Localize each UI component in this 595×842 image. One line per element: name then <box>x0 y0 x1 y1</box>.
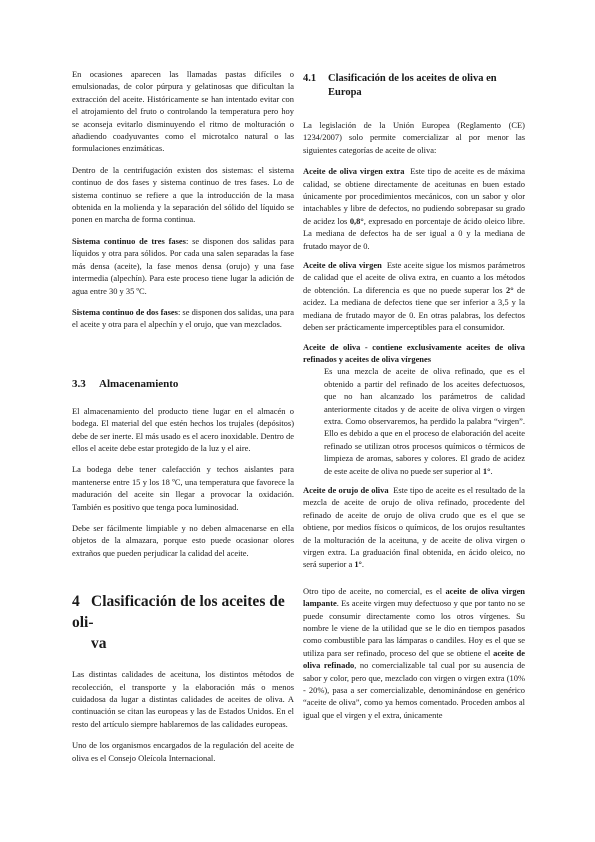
lampante-part1: Otro tipo de aceite, no comercial, es el <box>303 585 446 596</box>
def-refinado-part1: Es una mezcla de aceite de oliva refinado, que es el obtenido a partir del refinado de los aceites defectuosos, que no han alcanzado los parámetros de calidad anteriormente citados y de aceite de oliva virgen o virgen extra. Como observaremos, ha perdido la palabra “virgen”. Ello es debido a que en el proceso de elaboración del aceite refinado se utilizan otros procesos químicos o térmicos de limpieza de aromas, sabores y colores. El grado de acidez de este aceite de oliva no puede ser superior al <box>324 366 525 476</box>
def-virgen-acidez: 2° <box>505 284 514 295</box>
section-number: 3.3 <box>72 377 86 390</box>
term-orujo: Aceite de orujo de oliva <box>303 484 389 495</box>
def-refinado <box>303 365 525 477</box>
term-dos-fases: Sistema continuo de dos fases <box>72 306 178 317</box>
paragraph-tres-fases <box>72 235 294 297</box>
term-refinado-inline: aceite de oliva refinado <box>303 647 525 671</box>
def-refinado-part2: . <box>490 465 493 476</box>
paragraph-bodega: La bodega debe tener calefacción y techos aislantes para mantenerse entre 15 y los 18 ºC, una temperatura que favorece la maduración del aceite sin llegar a provocar la oxidación. También es positivo que tenga poca luminosidad. <box>72 464 294 512</box>
section-number: 4 <box>72 593 80 611</box>
section-heading-europa <box>303 72 525 100</box>
section-heading-clasificacion <box>72 591 294 654</box>
term-virgen: Aceite de oliva virgen <box>303 260 382 271</box>
def-orujo-acidez: 1° <box>354 559 362 570</box>
def-orujo-part2: . <box>361 559 365 570</box>
definition-refinado <box>303 341 525 477</box>
term-virgen-extra: Aceite de oliva virgen extra <box>303 166 405 177</box>
term-tres-fases: Sistema continuo de tres fases <box>72 235 186 246</box>
def-virgen-part1: Este aceite sigue los mismos parámetros de calidad que el aceite de oliva extra, en cuanto a los métodos de obtención. La diferencia es que no puede superar los <box>303 260 526 295</box>
paragraph-dos-fases <box>72 306 294 331</box>
paragraph-limpieza: Debe ser fácilmente limpiable y no deben almacenarse en ella objetos de la almazara, porque esto puede ocasionar olores extraños que pueden perjudicar la calidad del aceite. <box>72 522 294 558</box>
lampante-part2: . Es aceite virgen muy defectuoso y que por tanto no se puede consumir directamente como los otros vírgenes. Su nombre le viene de la utilidad que se le dio en tiempos pasados como combustible para las lámparas o candiles. Hoy es el que se utiliza para ser refinado, proceso del que se obtiene el <box>303 598 525 658</box>
def-virgen-extra-acidez: 0,8° <box>349 215 364 226</box>
text-dos-fases: : se disponen dos salidas, una para el aceite y otra para el alpechín y el orujo, que van mezclados. <box>72 306 294 330</box>
term-lampante: aceite de oliva virgen lampante <box>303 585 526 609</box>
def-virgen-extra-part2: , expresado en porcentaje de ácido oleico libre. La mediana de defectos ha de ser igual a 0 y la mediana de frutado mayor de 0. <box>303 215 525 251</box>
section-title: Clasificación de los aceites de oliva en Europa <box>328 73 497 98</box>
def-refinado-acidez: 1° <box>482 465 491 476</box>
paragraph-lampante <box>303 585 525 721</box>
term-refinado: Aceite de oliva - contiene exclusivamente aceites de oliva refinados y aceites de oliva vírgenes <box>303 341 525 364</box>
paragraph-almacen: El almacenamiento del producto tiene lugar en el almacén o bodega. El material del que estén hechos los trujales (depósitos) debe de ser inerte. El más usado es el acero inoxidable. Dentro de ellos el aceite debe estar protegido de la luz y el aire. <box>72 405 294 453</box>
paragraph-calidades: Las distintas calidades de aceituna, los distintos métodos de recolección, el transporte y la elaboración más o menos cuidadosa da lugar a distintas calidades de aceites de oliva. A continuación se citan las europeas y las de Estados Unidos. En el resto del artículo siempre hablaremos de las calidades europeas. <box>72 669 294 729</box>
section-number: 4.1 <box>303 73 317 84</box>
section-title: Almacenamiento <box>99 377 179 390</box>
section-heading-almacenamiento <box>72 377 294 391</box>
paragraph-pastas: En ocasiones aparecen las llamadas pastas difíciles o emulsionadas, de color púrpura y gelatinosas que dificultan la extracción del aceite. Históricamente se han intentado evitar con el atrojamiento del fruto o controlando la temperatura pero hoy se aconseja evitarlo disminuyendo el ritmo de molturación o añadiendo coadyuvantes como el microtalco natural o las formulaciones enzimáticas. <box>72 69 294 154</box>
left-column <box>72 68 294 773</box>
section-title-line2: va <box>91 635 107 653</box>
definition-virgen-extra <box>303 165 525 252</box>
paragraph-consejo-oleicola: Uno de los organismos encargados de la regulación del aceite de oliva es el Consejo Oleícola Internacional. <box>72 740 294 763</box>
definition-virgen <box>303 259 525 333</box>
paragraph-legislacion: La legislación de la Unión Europea (Reglamento (CE) 1234/2007) solo permite comercializar al por menor las siguientes categorías de aceite de oliva: <box>303 120 525 155</box>
paragraph-centrifugacion: Dentro de la centrifugación existen dos sistemas: el sistema continuo de dos fases y sistema continuo de tres fases. Lo de sistema continuo se refiere a que la introducción de la masa obtenida en la molienda y la separación del sólido del líquido se ponen en marcha de forma continua. <box>72 164 294 225</box>
def-virgen-extra-part1: Este tipo de aceite es de máxima calidad, se obtiene directamente de aceitunas en buen estado únicamente por procedimientos mecánicos, con un sabor y olor intachables y libre de defectos, no pudiendo sobrepasar su grado de acidez los <box>303 166 526 226</box>
def-virgen-part2: de acidez. La mediana de defectos tiene que ser inferior a 3,5 y la mediana de frutado mayor de 0. En otras palabras, los defectos deben ser prácticamente imperceptibles para el consumidor. <box>303 284 525 333</box>
text-tres-fases: : se disponen dos salidas para líquidos y otra para sólidos. Por cada una salen separadas la fase más densa (aceite), la fase menos densa (orujo) y una fase intermedia (alpechín). Para este proceso tiene lugar la adición de agua entre 30 y 35 ºC. <box>72 235 294 296</box>
section-title-line1: Clasificación de los aceites de oli- <box>72 593 285 632</box>
definition-orujo <box>303 484 525 571</box>
right-column <box>303 68 525 730</box>
lampante-part3: , no comercializable tal cual por su ausencia de sabor y color, pero que, mezclado con virgen o virgen extra (10% - 20%), pasa a ser comercializable, denominándose en genérico “aceite de oliva”, como ya hemos comentado. Proceden ambos al igual que el virgen y el extra, únicamente <box>303 660 525 720</box>
def-orujo-part1: Este tipo de aceite es el resultado de la mezcla de aceite de orujo de oliva refinado, procedente del refinado de aceite de orujo de oliva crudo que es el que se obtiene, por medios físicos o químicos, de los orujos resultantes de la molturación de la aceituna, y de aceite de oliva virgen o virgen extra. La graduación final obtenida, en ácido oleico, no será superior a <box>303 484 525 570</box>
